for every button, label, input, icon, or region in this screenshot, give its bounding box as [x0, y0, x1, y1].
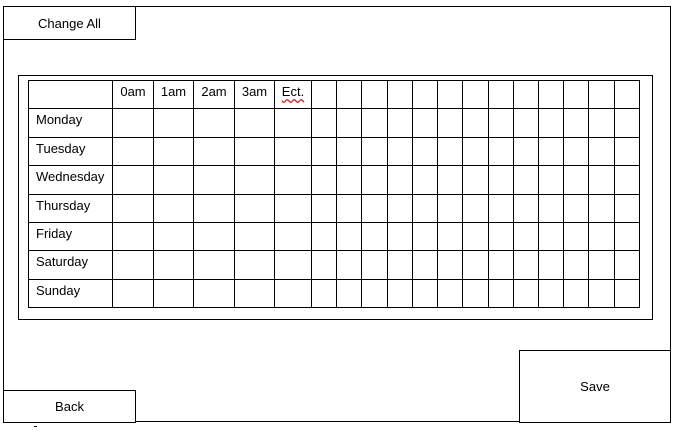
hour-header-label: 3am — [241, 84, 268, 99]
schedule-cell[interactable] — [489, 251, 514, 279]
hour-header — [235, 81, 275, 109]
hour-header-empty — [312, 81, 337, 109]
schedule-cell[interactable] — [362, 137, 388, 165]
schedule-cell[interactable] — [413, 109, 438, 137]
schedule-cell[interactable] — [154, 137, 194, 165]
schedule-cell[interactable] — [438, 279, 463, 307]
schedule-cell[interactable] — [463, 137, 489, 165]
schedule-cell[interactable] — [514, 279, 539, 307]
schedule-cell[interactable] — [337, 222, 362, 250]
schedule-cell[interactable] — [337, 109, 362, 137]
schedule-cell[interactable] — [388, 222, 413, 250]
schedule-cell[interactable] — [194, 194, 235, 222]
hour-header-empty — [615, 81, 640, 109]
schedule-cell[interactable] — [388, 194, 413, 222]
hour-header-empty — [564, 81, 589, 109]
schedule-cell[interactable] — [113, 279, 154, 307]
schedule-cell[interactable] — [275, 109, 312, 137]
schedule-cell[interactable] — [312, 137, 337, 165]
hour-header — [113, 81, 154, 109]
schedule-cell[interactable] — [463, 194, 489, 222]
schedule-cell[interactable] — [235, 137, 275, 165]
save-button[interactable]: Save — [519, 350, 671, 423]
schedule-cell[interactable] — [489, 279, 514, 307]
schedule-cell[interactable] — [194, 251, 235, 279]
schedule-cell[interactable] — [615, 251, 640, 279]
schedule-cell[interactable] — [514, 137, 539, 165]
schedule-cell[interactable] — [463, 222, 489, 250]
hour-header-empty — [438, 81, 463, 109]
schedule-cell[interactable] — [362, 166, 388, 194]
hour-header — [154, 81, 194, 109]
schedule-cell[interactable] — [615, 222, 640, 250]
schedule-cell[interactable] — [388, 137, 413, 165]
hour-header-empty — [463, 81, 489, 109]
day-label: Sunday — [29, 279, 113, 307]
hour-header — [194, 81, 235, 109]
schedule-cell[interactable] — [615, 279, 640, 307]
schedule-cell[interactable] — [388, 109, 413, 137]
schedule-cell[interactable] — [388, 279, 413, 307]
schedule-cell[interactable] — [275, 137, 312, 165]
schedule-cell[interactable] — [539, 137, 564, 165]
hour-header-label: 1am — [160, 84, 187, 99]
schedule-cell[interactable] — [413, 166, 438, 194]
schedule-cell[interactable] — [438, 137, 463, 165]
schedule-cell[interactable] — [589, 166, 615, 194]
schedule-cell[interactable] — [194, 166, 235, 194]
schedule-cell[interactable] — [463, 251, 489, 279]
schedule-cell[interactable] — [275, 166, 312, 194]
schedule-cell[interactable] — [539, 194, 564, 222]
schedule-cell[interactable] — [154, 222, 194, 250]
schedule-cell[interactable] — [154, 279, 194, 307]
hour-header-empty — [337, 81, 362, 109]
schedule-cell[interactable] — [489, 137, 514, 165]
schedule-cell[interactable] — [489, 166, 514, 194]
schedule-cell[interactable] — [154, 251, 194, 279]
schedule-cell[interactable] — [564, 279, 589, 307]
hour-header-empty — [489, 81, 514, 109]
schedule-cell[interactable] — [194, 222, 235, 250]
day-row — [29, 166, 640, 194]
schedule-cell[interactable] — [539, 109, 564, 137]
schedule-cell[interactable] — [362, 194, 388, 222]
schedule-cell[interactable] — [235, 166, 275, 194]
schedule-cell[interactable] — [615, 109, 640, 137]
schedule-cell[interactable] — [514, 109, 539, 137]
schedule-cell[interactable] — [362, 251, 388, 279]
schedule-cell[interactable] — [539, 279, 564, 307]
schedule-cell[interactable] — [388, 166, 413, 194]
back-button[interactable]: Back — [3, 390, 136, 423]
schedule-cell[interactable] — [312, 109, 337, 137]
schedule-cell[interactable] — [154, 166, 194, 194]
day-row — [29, 194, 640, 222]
schedule-cell[interactable] — [194, 137, 235, 165]
schedule-cell[interactable] — [514, 251, 539, 279]
schedule-cell[interactable] — [362, 109, 388, 137]
schedule-cell[interactable] — [337, 279, 362, 307]
schedule-cell[interactable] — [489, 222, 514, 250]
schedule-cell[interactable] — [589, 251, 615, 279]
schedule-cell[interactable] — [312, 166, 337, 194]
hour-header-label: 0am — [120, 84, 146, 99]
schedule-cell[interactable] — [438, 194, 463, 222]
day-label: Monday — [29, 109, 113, 137]
schedule-cell[interactable] — [514, 166, 539, 194]
schedule-cell[interactable] — [113, 109, 154, 137]
schedule-cell[interactable] — [463, 166, 489, 194]
schedule-cell[interactable] — [235, 251, 275, 279]
schedule-cell[interactable] — [589, 279, 615, 307]
schedule-cell[interactable] — [275, 251, 312, 279]
schedule-cell[interactable] — [438, 166, 463, 194]
day-label: Thursday — [29, 194, 113, 222]
schedule-cell[interactable] — [337, 166, 362, 194]
schedule-cell[interactable] — [438, 222, 463, 250]
schedule-cell[interactable] — [564, 251, 589, 279]
schedule-cell[interactable] — [463, 109, 489, 137]
day-label: Friday — [29, 222, 113, 250]
schedule-cell[interactable] — [362, 222, 388, 250]
schedule-cell[interactable] — [113, 166, 154, 194]
hour-header-empty — [388, 81, 413, 109]
schedule-cell[interactable] — [312, 194, 337, 222]
schedule-cell[interactable] — [235, 279, 275, 307]
schedule-cell[interactable] — [388, 251, 413, 279]
hour-header-empty — [589, 81, 615, 109]
schedule-cell[interactable] — [564, 222, 589, 250]
schedule-cell[interactable] — [154, 109, 194, 137]
schedule-cell[interactable] — [194, 279, 235, 307]
schedule-cell[interactable] — [589, 222, 615, 250]
schedule-cell[interactable] — [275, 222, 312, 250]
schedule-cell[interactable] — [235, 194, 275, 222]
schedule-cell[interactable] — [312, 222, 337, 250]
schedule-cell[interactable] — [337, 194, 362, 222]
schedule-cell[interactable] — [539, 166, 564, 194]
schedule-cell[interactable] — [514, 194, 539, 222]
schedule-cell[interactable] — [615, 137, 640, 165]
hour-header-empty — [362, 81, 388, 109]
grid-header-row — [29, 81, 640, 109]
schedule-cell[interactable] — [235, 222, 275, 250]
schedule-cell[interactable] — [312, 279, 337, 307]
day-row — [29, 137, 640, 165]
schedule-cell[interactable] — [413, 279, 438, 307]
schedule-cell[interactable] — [413, 222, 438, 250]
schedule-cell[interactable] — [337, 137, 362, 165]
hour-header-label: Ect. — [281, 84, 305, 99]
hour-header-label: 2am — [201, 84, 227, 99]
hour-header-empty — [514, 81, 539, 109]
schedule-cell[interactable] — [275, 194, 312, 222]
schedule-cell[interactable] — [154, 194, 194, 222]
schedule-cell[interactable] — [564, 137, 589, 165]
day-row — [29, 251, 640, 279]
schedule-cell[interactable] — [589, 137, 615, 165]
schedule-cell[interactable] — [564, 194, 589, 222]
hour-header-empty — [413, 81, 438, 109]
schedule-cell[interactable] — [235, 109, 275, 137]
day-row — [29, 222, 640, 250]
hour-header-empty — [539, 81, 564, 109]
schedule-cell[interactable] — [337, 251, 362, 279]
schedule-cell[interactable] — [438, 109, 463, 137]
schedule-cell[interactable] — [312, 251, 337, 279]
schedule-cell[interactable] — [539, 251, 564, 279]
schedule-cell[interactable] — [438, 251, 463, 279]
schedule-cell[interactable] — [539, 222, 564, 250]
hour-header — [275, 81, 312, 109]
schedule-cell[interactable] — [413, 194, 438, 222]
schedule-cell[interactable] — [564, 166, 589, 194]
stray-mark — [34, 426, 37, 427]
schedule-cell[interactable] — [564, 109, 589, 137]
schedule-cell[interactable] — [489, 194, 514, 222]
schedule-cell[interactable] — [463, 279, 489, 307]
schedule-cell[interactable] — [113, 194, 154, 222]
schedule-cell[interactable] — [275, 279, 312, 307]
schedule-cell[interactable] — [615, 194, 640, 222]
day-label: Saturday — [29, 251, 113, 279]
schedule-cell[interactable] — [413, 137, 438, 165]
schedule-cell[interactable] — [113, 222, 154, 250]
schedule-cell[interactable] — [362, 279, 388, 307]
schedule-cell[interactable] — [113, 137, 154, 165]
schedule-cell[interactable] — [589, 109, 615, 137]
schedule-cell[interactable] — [514, 222, 539, 250]
day-row — [29, 279, 640, 307]
day-row — [29, 109, 640, 137]
schedule-cell[interactable] — [113, 251, 154, 279]
day-label: Tuesday — [29, 137, 113, 165]
schedule-cell[interactable] — [489, 109, 514, 137]
change-all-button[interactable]: Change All — [3, 6, 136, 40]
grid-corner-cell — [29, 81, 113, 109]
schedule-cell[interactable] — [589, 194, 615, 222]
schedule-cell[interactable] — [194, 109, 235, 137]
schedule-grid — [28, 80, 640, 308]
day-label: Wednesday — [29, 166, 113, 194]
schedule-cell[interactable] — [413, 251, 438, 279]
schedule-cell[interactable] — [615, 166, 640, 194]
